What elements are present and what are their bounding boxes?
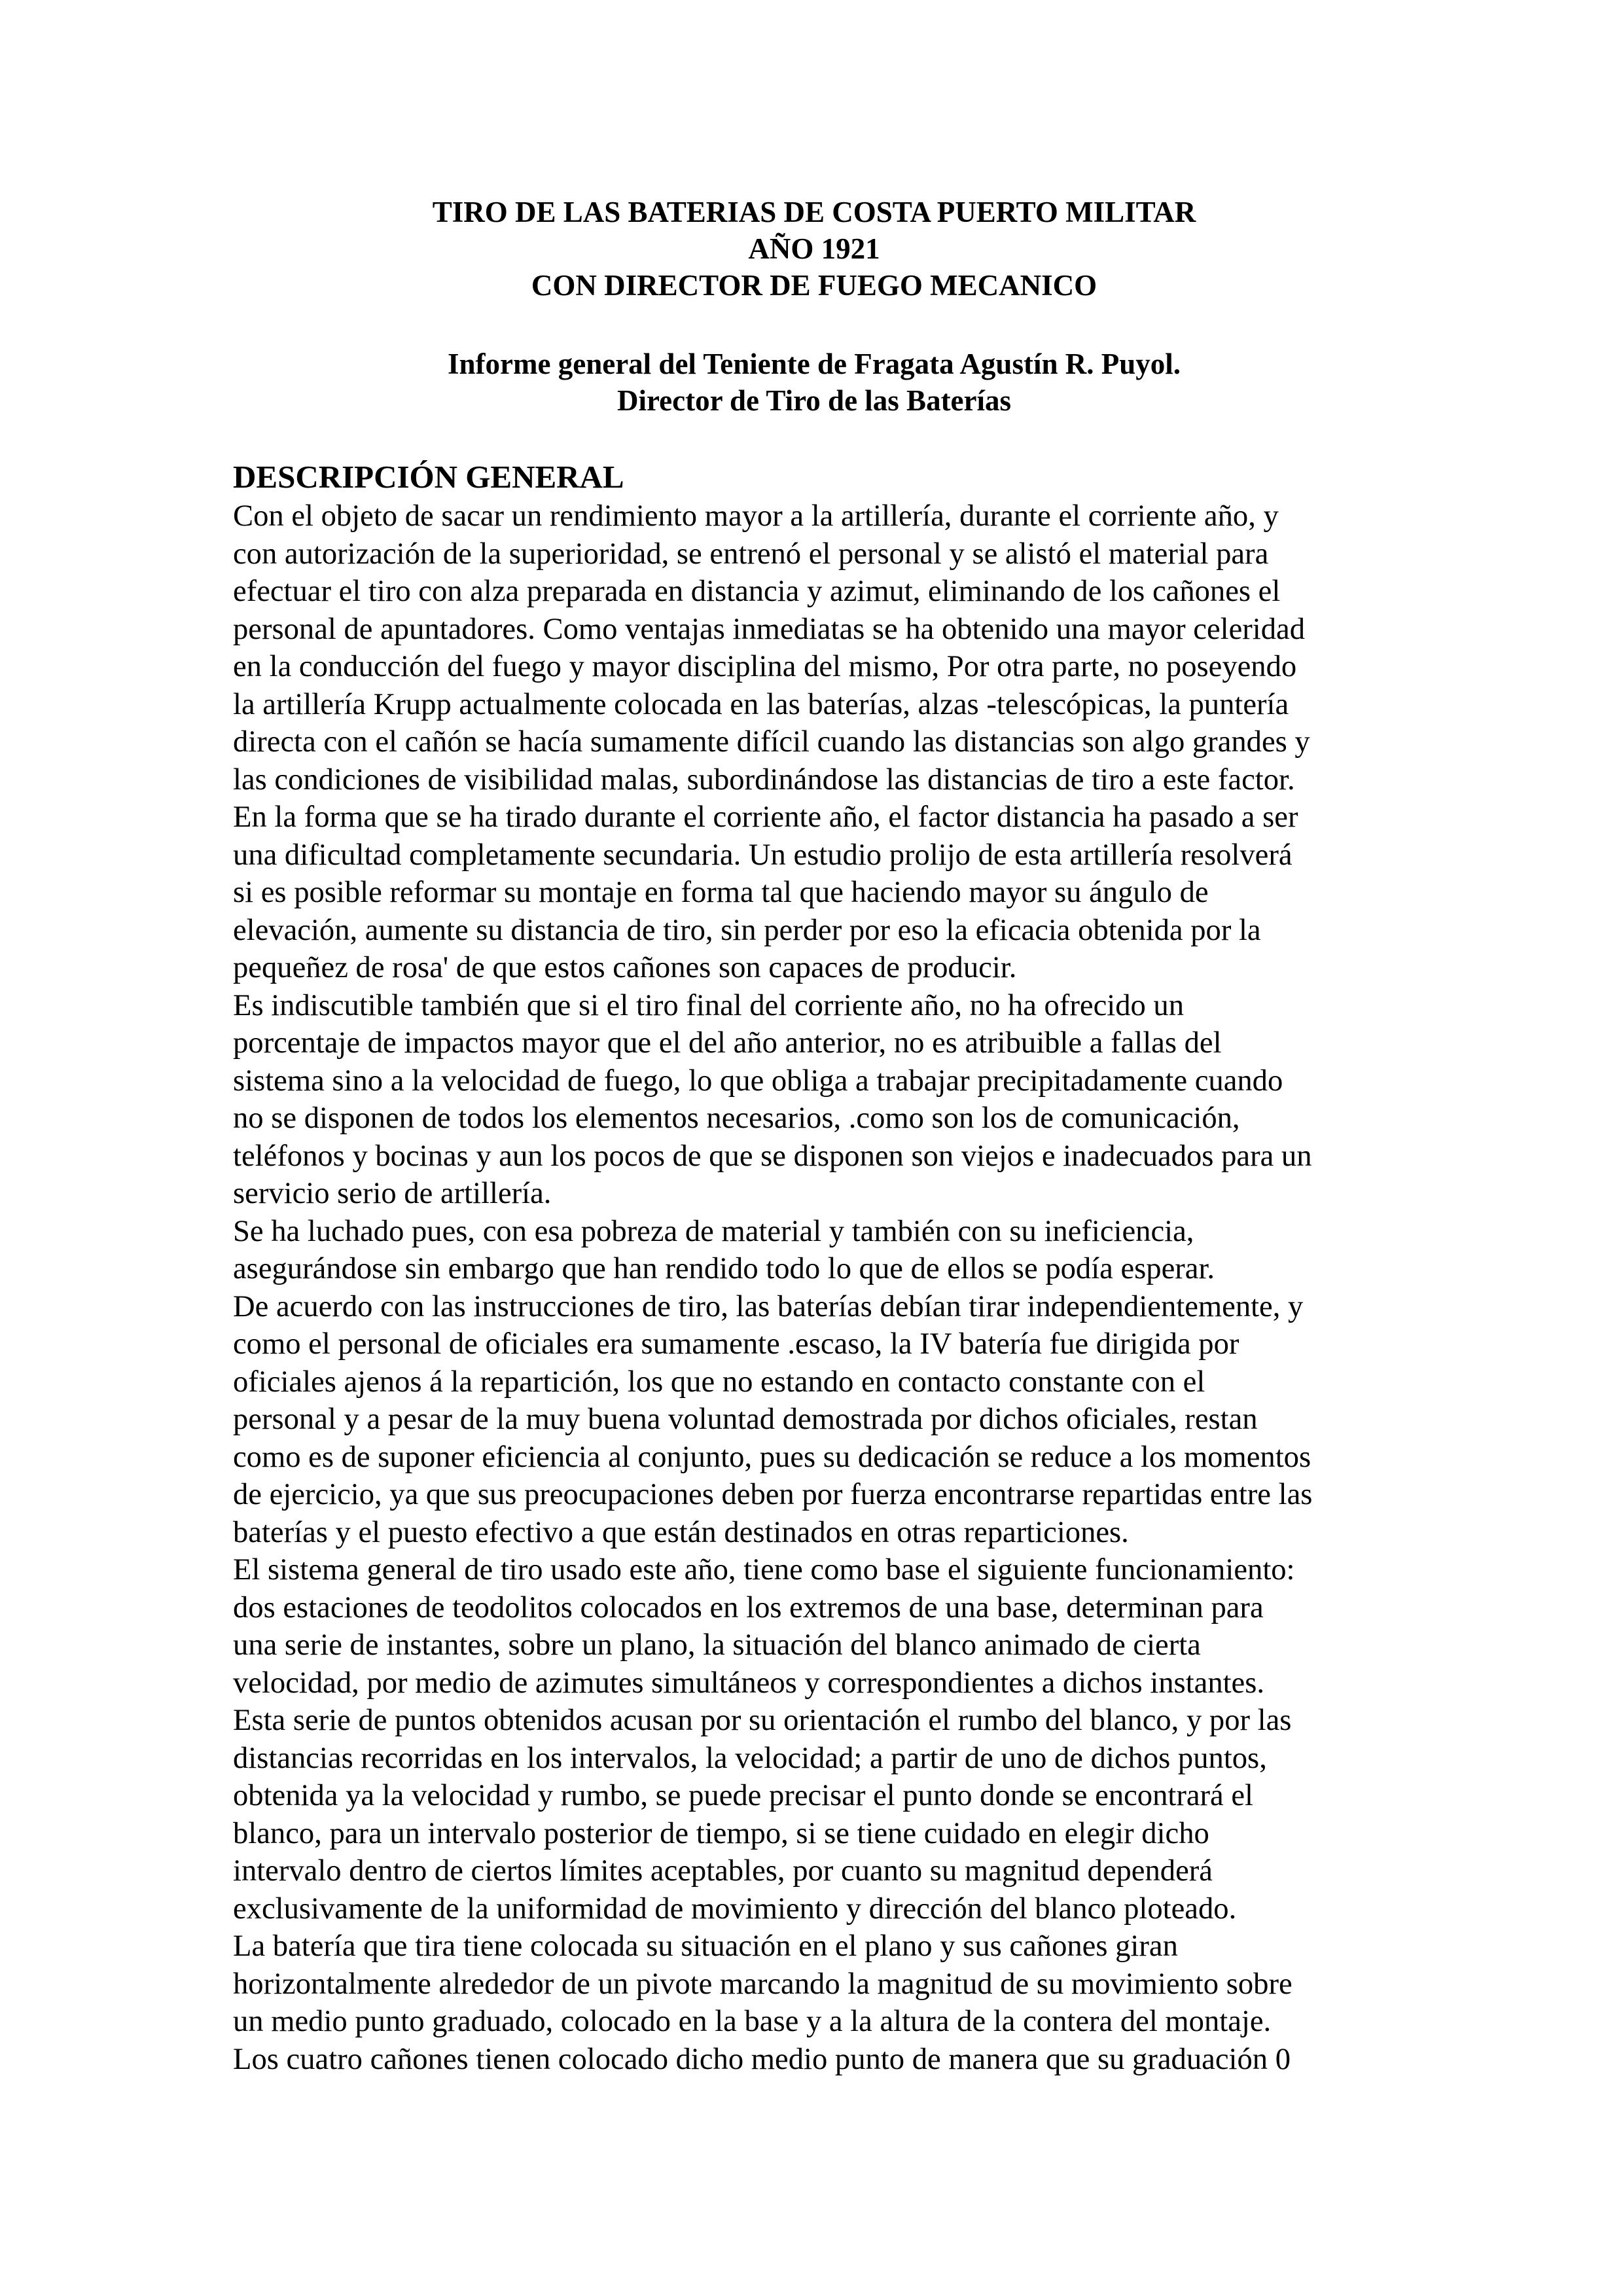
body-line: velocidad, por medio de azimutes simultáneos y correspondientes a dichos instantes.	[233, 1665, 1265, 1700]
body-line: de ejercicio, ya que sus preocupaciones deben por fuerza encontrarse repartidas entre las	[233, 1477, 1313, 1511]
body-line: una serie de instantes, sobre un plano, la situación del blanco animado de cierta	[233, 1628, 1201, 1662]
body-line: intervalo dentro de ciertos límites aceptables, por cuanto su magnitud dependerá	[233, 1854, 1213, 1888]
report-author-block	[233, 346, 1395, 419]
body-line: las condiciones de visibilidad malas, subordinándose las distancias de tiro a este factor.	[233, 762, 1295, 797]
body-line: como el personal de oficiales era sumamente .escaso, la IV batería fue dirigida por	[233, 1327, 1240, 1361]
body-line: si es posible reformar su montaje en forma tal que haciendo mayor su ángulo de	[233, 875, 1209, 909]
body-line: Con el objeto de sacar un rendimiento mayor a la artillería, durante el corriente año, y	[233, 499, 1279, 533]
title-line: CON DIRECTOR DE FUEGO MECANICO	[531, 269, 1097, 302]
section-heading: DESCRIPCIÓN GENERAL	[233, 459, 624, 495]
body-line: directa con el cañón se hacía sumamente difícil cuando las distancias son algo grandes y	[233, 725, 1310, 759]
body-line: un medio punto graduado, colocado en la base y a la altura de la contera del montaje.	[233, 2004, 1272, 2038]
body-line: no se disponen de todos los elementos necesarios, .como son los de comunicación,	[233, 1101, 1240, 1135]
body-line: servicio serio de artillería.	[233, 1176, 552, 1210]
body-line: obtenida ya la velocidad y rumbo, se puede precisar el punto donde se encontrará el	[233, 1778, 1254, 1812]
body-line: distancias recorridas en los intervalos, la velocidad; a partir de uno de dichos puntos,	[233, 1740, 1267, 1775]
body-line: una dificultad completamente secundaria. Un estudio prolijo de esta artillería resolverá	[233, 837, 1293, 872]
body-line: personal y a pesar de la muy buena voluntad demostrada por dichos oficiales, restan	[233, 1402, 1258, 1436]
body-line: En la forma que se ha tirado durante el corriente año, el factor distancia ha pasado a ser	[233, 800, 1298, 834]
body-line: efectuar el tiro con alza preparada en distancia y azimut, eliminando de los cañones el	[233, 574, 1281, 608]
body-line: en la conducción del fuego y mayor disciplina del mismo, Por otra parte, no poseyendo	[233, 649, 1297, 683]
subtitle-line: Director de Tiro de las Baterías	[616, 384, 1012, 417]
body-line: como es de suponer eficiencia al conjunto, pues su dedicación se reduce a los momentos	[233, 1439, 1311, 1474]
body-line: De acuerdo con las instrucciones de tiro, las baterías debían tirar independientemente, y	[233, 1289, 1304, 1323]
body-line: Los cuatro cañones tienen colocado dicho medio punto de manera que su graduación 0	[233, 2041, 1291, 2076]
body-line: exclusivamente de la uniformidad de movimiento y dirección del blanco ploteado.	[233, 1891, 1237, 1926]
body-line: asegurándose sin embargo que han rendido todo lo que de ellos se podía esperar.	[233, 1251, 1215, 1285]
subtitle-line: Informe general del Teniente de Fragata Agustín R. Puyol.	[448, 348, 1181, 380]
title-line: TIRO DE LAS BATERIAS DE COSTA PUERTO MILITAR	[432, 196, 1196, 228]
body-line: blanco, para un intervalo posterior de tiempo, si se tiene cuidado en elegir dicho	[233, 1816, 1209, 1850]
body-line: Se ha luchado pues, con esa pobreza de material y también con su ineficiencia,	[233, 1213, 1194, 1248]
body-line: Esta serie de puntos obtenidos acusan por su orientación el rumbo del blanco, y por las	[233, 1703, 1292, 1737]
document-title	[233, 194, 1395, 304]
body-line: horizontalmente alrededor de un pivote marcando la magnitud de su movimiento sobre	[233, 1966, 1293, 2001]
title-line: AÑO 1921	[748, 232, 880, 265]
body-line: la artillería Krupp actualmente colocada en las baterías, alzas -telescópicas, la puntería	[233, 687, 1289, 721]
body-line: baterías y el puesto efectivo a que están destinados en otras reparticiones.	[233, 1515, 1129, 1549]
body-line: La batería que tira tiene colocada su situación en el plano y sus cañones giran	[233, 1929, 1178, 1963]
body-line: personal de apuntadores. Como ventajas inmediatas se ha obtenido una mayor celeridad	[233, 611, 1306, 646]
body-line: El sistema general de tiro usado este año, tiene como base el siguiente funcionamiento:	[233, 1552, 1295, 1587]
body-text	[233, 497, 1404, 2078]
body-line: pequeñez de rosa' de que estos cañones son capaces de producir.	[233, 950, 1017, 984]
body-line: Es indiscutible también que si el tiro final del corriente año, no ha ofrecido un	[233, 988, 1185, 1022]
body-line: dos estaciones de teodolitos colocados en los extremos de una base, determinan para	[233, 1590, 1264, 1624]
body-line: sistema sino a la velocidad de fuego, lo que obliga a trabajar precipitadamente cuando	[233, 1063, 1283, 1098]
body-line: elevación, aumente su distancia de tiro, sin perder por eso la eficacia obtenida por la	[233, 912, 1261, 947]
body-line: con autorización de la superioridad, se entrenó el personal y se alistó el material para	[233, 536, 1269, 571]
body-line: teléfonos y bocinas y aun los pocos de que se disponen son viejos e inadecuados para un	[233, 1138, 1312, 1173]
body-line: oficiales ajenos á la repartición, los que no estando en contacto constante con el	[233, 1364, 1205, 1399]
body-line: porcentaje de impactos mayor que el del año anterior, no es atribuible a fallas del	[233, 1026, 1222, 1060]
